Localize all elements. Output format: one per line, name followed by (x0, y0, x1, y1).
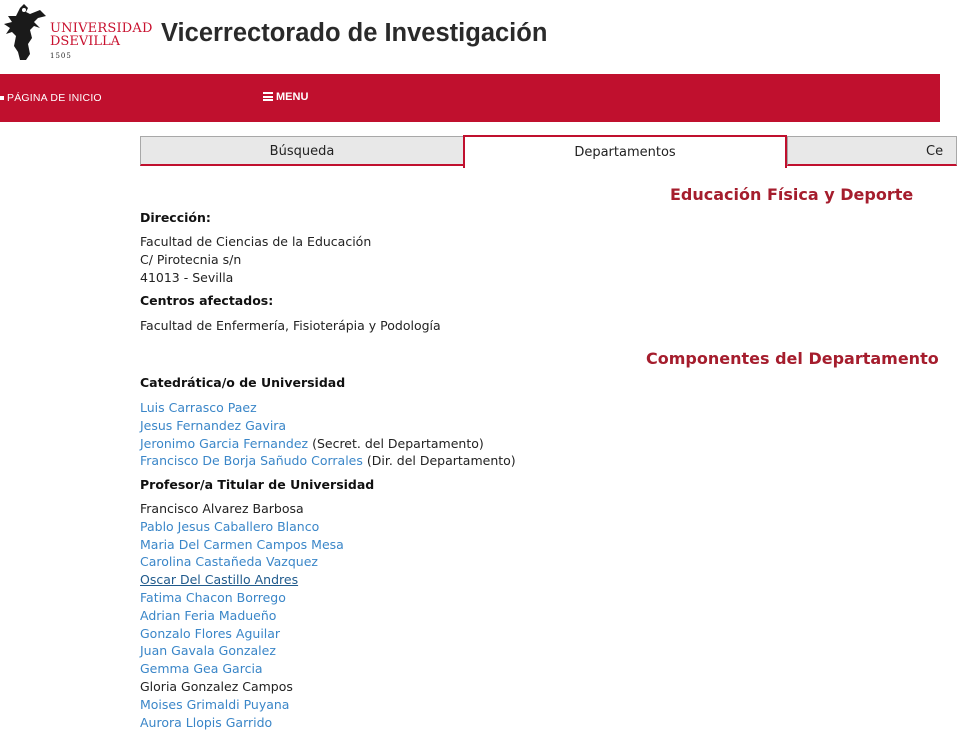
member-link[interactable]: Luis Carrasco Paez (140, 400, 257, 415)
components-title: Componentes del Departamento (646, 349, 939, 368)
hamburger-icon (263, 92, 273, 101)
member-row (140, 400, 257, 415)
member-row (140, 453, 516, 468)
member-link[interactable]: Jesus Fernandez Gavira (140, 417, 287, 433)
logo-line2: DSEVILLA (50, 34, 120, 49)
member-role-note: (Dir. del Departamento) (362, 453, 516, 469)
university-logo[interactable] (0, 4, 153, 62)
centros-label: Centros afectados: (140, 293, 274, 308)
member-link[interactable]: Maria Del Carmen Campos Mesa (140, 536, 344, 552)
address-line: 41013 - Sevilla (140, 270, 234, 285)
page-title: Vicerrectorado de Investigación (161, 19, 548, 47)
giralda-emblem-icon (0, 4, 48, 60)
member-link[interactable]: Adrian Feria Madueño (140, 607, 277, 623)
group-label-catedratico: Catedrática/o de Universidad (140, 375, 346, 390)
member-link[interactable]: Pablo Jesus Caballero Blanco (140, 518, 320, 534)
member-link[interactable]: Fatima Chacon Borrego (140, 590, 286, 605)
tab-departamentos[interactable]: Departamentos (463, 135, 787, 168)
home-link[interactable] (0, 92, 102, 104)
member-link[interactable]: Oscar Del Castillo Andres (140, 572, 299, 588)
member-row (140, 715, 272, 730)
member-link[interactable]: Moises Grimaldi Puyana (140, 696, 290, 712)
member-link[interactable]: Juan Gavala Gonzalez (140, 643, 276, 659)
member-link[interactable]: Jeronimo Garcia Fernandez (140, 435, 309, 451)
main-nav-bar (0, 74, 940, 122)
member-role-note: (Secret. del Departamento) (308, 435, 484, 451)
member-row (140, 661, 263, 676)
member-row (140, 554, 318, 569)
member-link[interactable]: Gemma Gea Garcia (140, 661, 263, 677)
site-header (0, 0, 940, 74)
menu-button[interactable] (263, 91, 308, 103)
member-row (140, 519, 319, 534)
member-row (140, 643, 276, 658)
group-label-titular: Profesor/a Titular de Universidad (140, 477, 375, 492)
member-name: Francisco Alvarez Barbosa (140, 501, 304, 516)
home-link-label: PÁGINA DE INICIO (7, 92, 102, 104)
member-row (140, 501, 304, 516)
centros-value: Facultad de Enfermería, Fisioterápia y Podología (140, 318, 441, 333)
address-line: C/ Pirotecnia s/n (140, 252, 242, 267)
menu-button-label: MENU (276, 91, 309, 103)
address-line: Facultad de Ciencias de la Educación (140, 234, 372, 249)
logo-wordmark (50, 22, 153, 63)
tab-centros[interactable]: Ce (787, 136, 957, 166)
member-row (140, 590, 286, 605)
logo-year: 1505 (50, 52, 72, 60)
member-link[interactable]: Gonzalo Flores Aguilar (140, 625, 281, 641)
member-row (140, 679, 293, 694)
member-link[interactable]: Francisco De Borja Sañudo Corrales (140, 453, 363, 469)
logo-line1: UNIVERSIDAD (50, 21, 153, 36)
member-row (140, 626, 280, 641)
department-name: Educación Física y Deporte (670, 185, 914, 204)
tab-bar (140, 135, 944, 169)
member-link[interactable]: Aurora Llopis Garrido (140, 714, 273, 730)
member-row (140, 572, 298, 587)
member-row (140, 608, 276, 623)
member-row (140, 418, 286, 433)
tab-busqueda[interactable]: Búsqueda (140, 136, 464, 166)
direccion-label: Dirección: (140, 210, 211, 225)
member-name: Gloria Gonzalez Campos (140, 679, 293, 694)
bullet-icon (0, 96, 4, 100)
member-link[interactable]: Carolina Castañeda Vazquez (140, 554, 318, 570)
member-row (140, 697, 289, 712)
member-row (140, 537, 344, 552)
member-row (140, 436, 484, 451)
